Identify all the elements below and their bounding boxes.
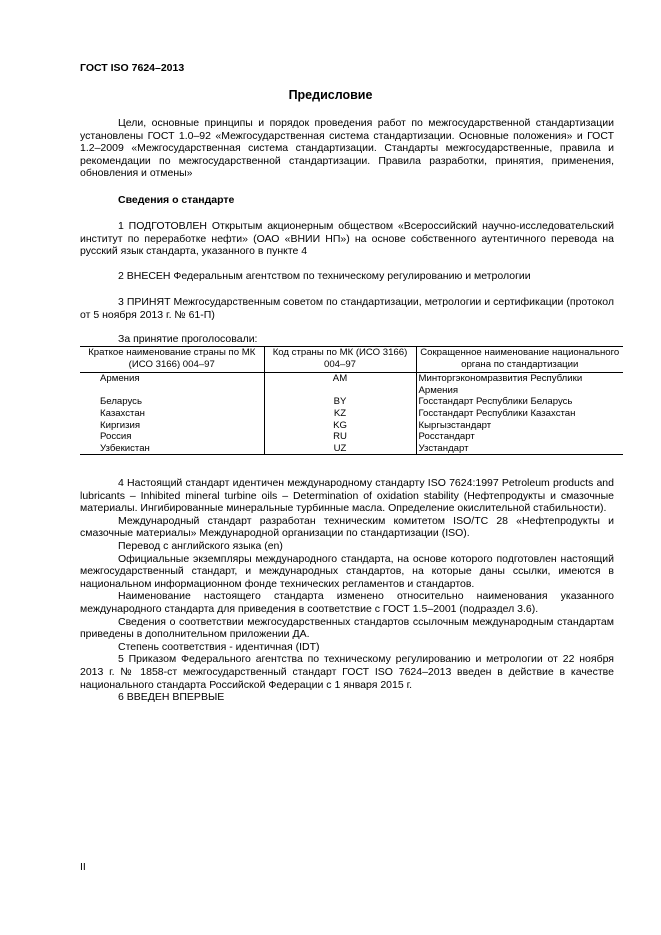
item4-paragraph: Официальные экземпляры международного стандарта, на основе которого подготовлен настоящий межгосударственный стандарт, и международных стандартов, на которые даны ссылки, имеются в национальном информационном фонде технических регламентов и стандартов. [80,552,614,590]
table-row [80,408,623,420]
intro-paragraph: Цели, основные принципы и порядок проведения работ по межгосударственной стандартизации установлены ГОСТ 1.0–92 «Межгосударственная система стандартизации. Основные положения» и ГОСТ 1.2–2009 «Межгосударственная система стандартизации. Стандарты межгосударственные, правила и рекомендации по межгосударственной стандартизации. Правила разработки, принятия, применения, обновления и отмены» [80,117,614,180]
item4-paragraph: Сведения о соответствии межгосударственных стандартов ссылочным международным стандартам приведены в дополнительном приложении ДА. [80,615,614,641]
item1-block [80,220,614,258]
item4-paragraph: Международный стандарт разработан техническим комитетом ISO/TC 28 «Нефтепродукты и смазочные материалы» Международной организации по стандартизации (ISO). [80,514,614,540]
country-cell: Россия [100,431,132,443]
item1-paragraph: 1 ПОДГОТОВЛЕН Открытым акционерным обществом «Всероссийский научно-исследовательский институт по переработке нефти» (ОАО «ВНИИ НП») на основе собственного аутентичного перевода на русский язык стандарта, указанного в пункте 4 [80,220,614,258]
vote-label: За принятие проголосовали: [118,333,258,345]
page-title: Предисловие [288,88,373,102]
item2-block [80,270,614,283]
table-header-code: Код страны по МК (ИСО 3166) 004–97 [264,347,416,373]
table-row [80,443,623,455]
item3-block [80,296,614,321]
code-cell: UZ [264,443,416,455]
body-cell: Минторгэкономразвития Республики Армения [416,373,623,397]
code-cell: KG [264,420,416,432]
table-row [80,396,623,408]
table-header-country: Краткое наименование страны по МК (ИСО 3166) 004–97 [80,347,264,373]
table-header-body: Сокращенное наименование национального органа по стандартизации [416,347,623,373]
body-cell: Узстандарт [416,443,623,455]
item4-paragraph: 4 Настоящий стандарт идентичен международному стандарту ISO 7624:1997 Petroleum products and lubricants – Inhibited mineral turbine oils – Determination of oxidation stability (Нефтепродукты и смазочные материалы. Ингибированные минеральные турбинные масла. Определение окислительной стабильности). [80,477,614,515]
item4-paragraph: Наименование настоящего стандарта изменено относительно наименования указанного международного стандарта для приведения в соответствие с ГОСТ 1.5–2001 (подраздел 3.6). [80,590,614,615]
country-cell: Казахстан [100,407,145,419]
item4-block [80,477,614,704]
item6-paragraph: 6 ВВЕДЕН ВПЕРВЫЕ [118,691,225,704]
page-number: II [80,861,86,873]
intro-block [80,117,614,180]
section-heading-block [80,194,614,207]
item2-paragraph: 2 ВНЕСЕН Федеральным агентством по техническому регулированию и метрологии [118,270,531,282]
code-cell: AM [264,373,416,397]
item4-paragraph: Перевод с английского языка (en) [118,539,283,552]
table-row [80,420,623,432]
item4-paragraph: Степень соответствия - идентичная (IDT) [118,640,320,653]
table-header-row [80,347,623,373]
item3-paragraph: 3 ПРИНЯТ Межгосударственным советом по стандартизации, метрологии и сертификации (протокол от 5 ноября 2013 г. № 61-П) [80,296,614,321]
document-header: ГОСТ ISO 7624–2013 [80,62,185,74]
section-heading: Сведения о стандарте [118,194,235,206]
body-cell: Росстандарт [416,431,623,443]
body-cell: Госстандарт Республики Беларусь [416,396,623,408]
body-cell: Кыргызстандарт [416,420,623,432]
country-cell: Беларусь [100,396,142,408]
country-cell: Армения [100,373,140,385]
code-cell: BY [264,396,416,408]
item5-paragraph: 5 Приказом Федерального агентства по техническому регулированию и метрологии от 22 ноября 2013 г. № 1858-ст межгосударственный стандарт ГОСТ ISO 7624–2013 введен в действие в качестве национального стандарта Российской Федерации с 1 января 2015 г. [80,653,614,691]
country-cell: Киргизия [100,419,141,431]
vote-label-block [80,333,614,346]
table-row [80,431,623,443]
body-cell: Госстандарт Республики Казахстан [416,408,623,420]
country-cell: Узбекистан [100,442,150,454]
countries-table [80,346,623,455]
table-row [80,373,623,397]
code-cell: RU [264,431,416,443]
code-cell: KZ [264,408,416,420]
